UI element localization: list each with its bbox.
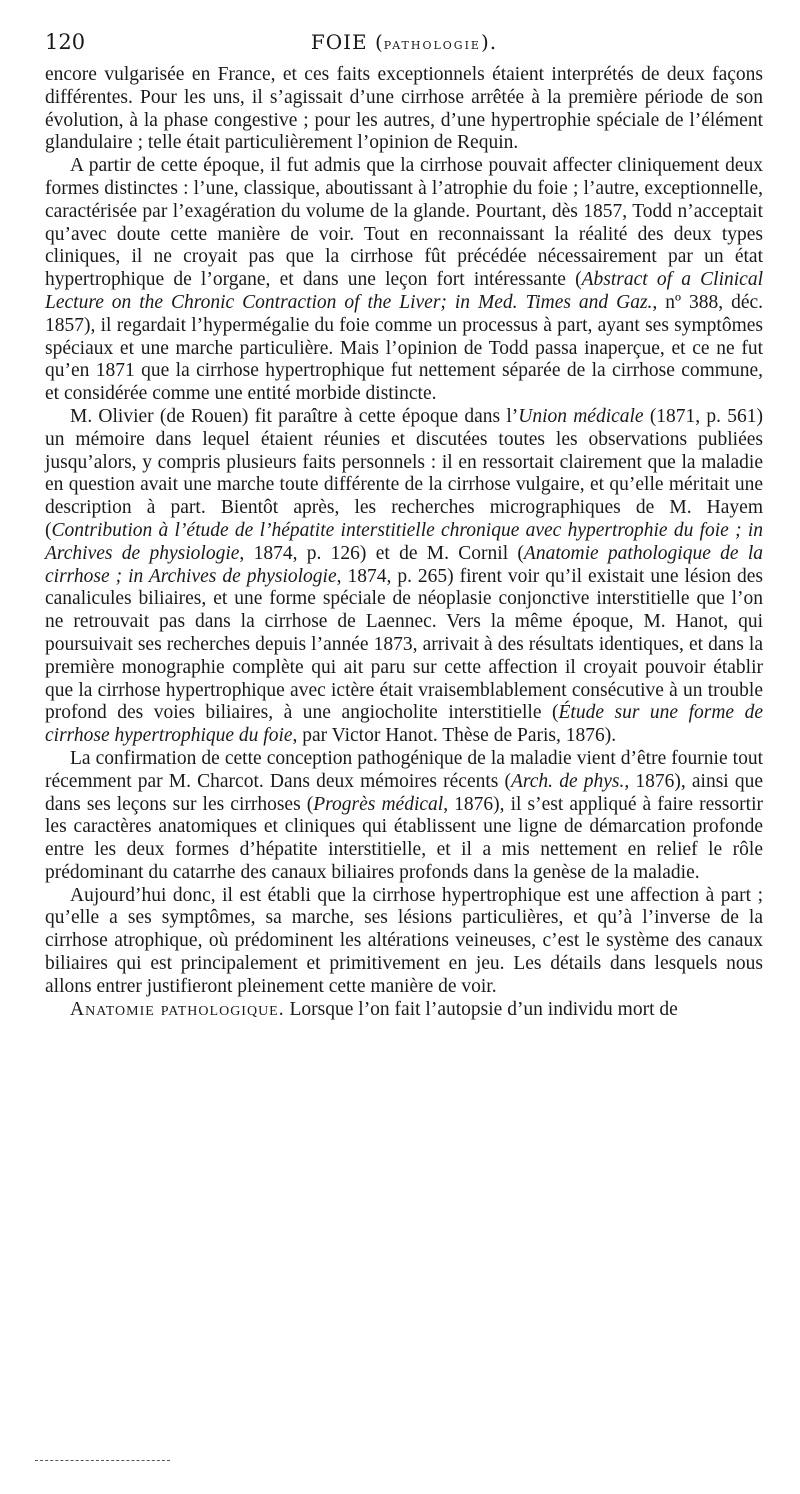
citation-italic: Contribution à l’étude de l’hépatite interstitielle chronique avec hypertrophie du foie ; in Archives de physiologie (45, 519, 763, 564)
paragraph (45, 748, 763, 885)
running-head (45, 30, 763, 62)
running-title-subject: pathologie (383, 34, 481, 53)
text-run: M. Olivier (de Rouen) fit paraître à cette époque dans l’ (70, 405, 519, 427)
paragraph (45, 885, 763, 999)
text-run: , par Victor Hanot. Thèse de Paris, 1876). (292, 725, 617, 747)
page-number: 120 (45, 30, 86, 54)
running-title (45, 30, 763, 54)
text-run: , nº 388, déc. 1857), il regardait l’hypermégalie du foie comme un processus à part, ayant ses symptômes spéciaux et une marche particulière. Mais l’opinion de Todd passa inaperçue, et ce ne fut qu’en 1871 que la cirrhose hypertrophique fut nettement séparée de la cirrhose commune, et considérée comme une entité morbide distincte. (45, 291, 764, 405)
citation-italic: Abstract of a Clinical Lecture on the Chronic Contraction of the Liver; in Med. Times and Gaz. (45, 269, 763, 313)
citation-italic: Arch. de phys. (511, 770, 625, 792)
text-run: , 1876), ainsi que dans ses leçons sur les cirrhoses ( (45, 770, 763, 815)
footer-rule (35, 1460, 170, 1461)
text-run: , 1874, p. 265) firent voir qu’il existait une lésion des canalicules biliaires, et une forme spéciale de néoplasie conjonctive interstitielle que l’on ne retrouvait pas dans la cirrhose de Laennec. Vers la même époque, M. Hanot, qui poursuivait ses recherches depuis l’année 1873, arrivait à des résultats identiques, et dans la première monographie complète qui ait paru sur cette affection il croyait pouvoir établir que la cirrhose hypertrophique avec ictère était vraisemblablement consécutive à un trouble profond des voies biliaires, à une angiocholite interstitielle ( (45, 565, 763, 724)
section-heading: Anatomie pathologique. (70, 998, 285, 1020)
body-text (45, 64, 763, 1021)
running-title-end: ). (480, 30, 498, 54)
citation-italic: Anatomie pathologique de la cirrhose ; in Archives de physiologie (45, 542, 764, 587)
text-run: La confirmation de cette conception pathogénique de la maladie vient d’être fournie tout récemment par M. Charcot. Dans deux mémoires récents ( (45, 747, 763, 792)
citation-italic: Union médicale (518, 405, 644, 427)
text-run: , 1874, p. 126) et de M. Cornil ( (239, 542, 524, 564)
text-run: , 1876), il s’est appliqué à faire ressortir les caractères anatomiques et cliniques qui établissent une ligne de démarcation profonde entre les deux formes d’hépatite interstitielle, et il a mis nettement en relief le rôle prédominant du catarrhe des canaux biliaires profonds dans la genèse de la maladie. (45, 793, 763, 883)
text-run: (1871, p. 561) un mémoire dans lequel étaient réunies et discutées toutes les observations publiées jusqu’alors, y compris plusieurs faits personnels : il en ressortait clairement que la maladie en question avait une marche toute différente de la cirrhose vulgaire, et qu’elle méritait une description à part. Bientôt après, les recherches micrographiques de M. Hayem ( (45, 405, 763, 541)
citation-italic: Étude sur une forme de cirrhose hypertrophique du foie (45, 702, 763, 747)
text-run: A partir de cette époque, il fut admis que la cirrhose pouvait affecter cliniquement deux formes distinctes : l’une, classique, aboutissant à l’atrophie du foie ; l’autre, exceptionnelle, caractérisée par l’exagération du volume de la glande. Pourtant, dès 1857, Todd n’acceptait qu’avec doute cette manière de voir. Tout en reconnaissant la réalité des deux types cliniques, il ne croyait pas que la cirrhose fût précédée nécessairement par un état hypertrophique de l’organe, et dans une leçon fort intéressante ( (45, 155, 763, 291)
text-run: Aujourd’hui donc, il est établi que la cirrhose hypertrophique est une affection à part ; qu’elle a ses symptômes, sa marche, ses lésions particulières, et qu’à l’inverse de la cirrhose atrophique, où prédominent les altérations veineuses, c’est le système des canaux biliaires qui est principalement et primitivement en jeu. Les détails dans lesquels nous allons entrer justifieront pleinement cette manière de voir. (45, 884, 763, 997)
citation-italic: Progrès médical (313, 793, 444, 815)
text-run: Lorsque l’on fait l’autopsie d’un individu mort de (284, 998, 678, 1020)
paragraph (45, 999, 763, 1022)
paragraph (45, 155, 763, 406)
running-title-main: FOIE ( (310, 30, 384, 54)
text-run: encore vulgarisée en France, et ces faits exceptionnels étaient interprétés de deux façons différentes. Pour les uns, il s’agissait d’une cirrhose arrêtée à la première période de son évolution, à la phase congestive ; pour les autres, d’une hypertrophie spéciale de l’élément glandulaire ; telle était particulièrement l’opinion de Requin. (45, 64, 763, 154)
paragraph (45, 406, 763, 748)
paragraph (45, 64, 763, 155)
